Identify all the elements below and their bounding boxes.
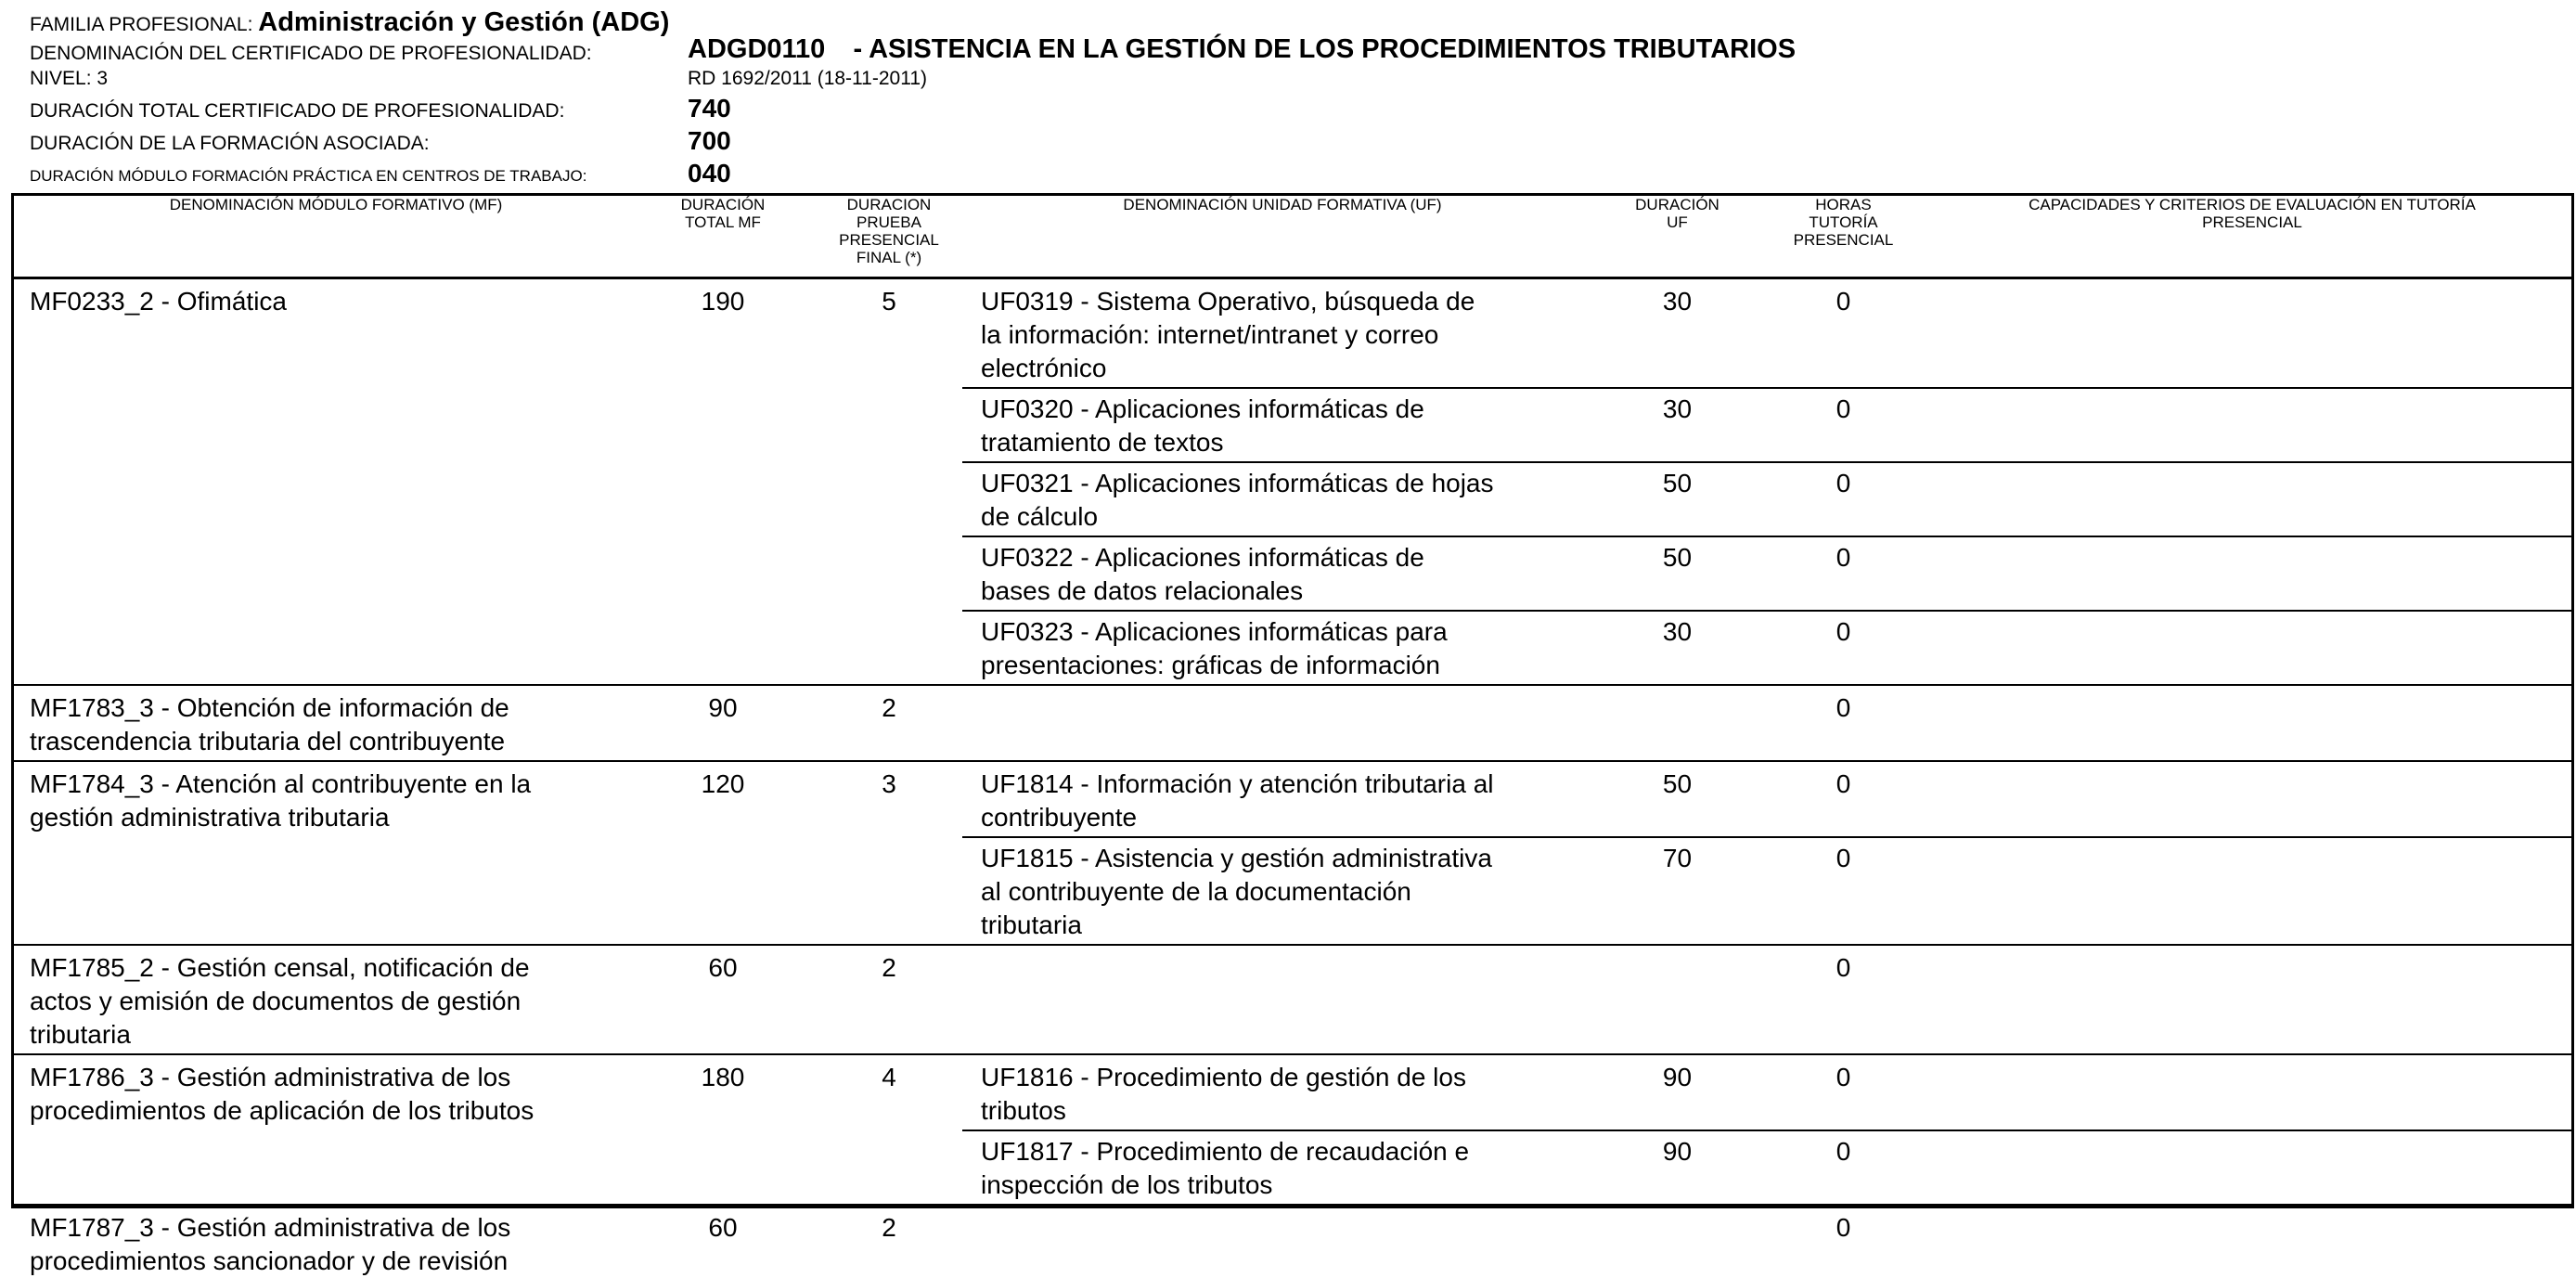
col-header-capacidades [1932,196,2572,231]
uf-duracion: 50 [1662,469,1693,497]
mf-name-line: MF1784_3 - Atención al contribuyente en la [30,769,532,798]
col-header-prueba-final-line: FINAL (*) [856,249,922,266]
mf-name-line: gestión administrativa tributaria [30,803,390,832]
horas-tutoria: 0 [1835,287,1851,316]
col-header-capacidades-line: PRESENCIAL [2202,213,2302,231]
horas-tutoria: 0 [1835,1063,1851,1091]
duracion-practica-label: DURACIÓN MÓDULO FORMACIÓN PRÁCTICA EN CENTROS DE TRABAJO: [30,167,587,185]
duracion-practica-value: 040 [688,159,731,187]
duracion-total-value: 740 [688,94,731,123]
uf-duracion: 50 [1662,543,1693,572]
uf-name [981,285,1584,385]
uf-duracion: 30 [1662,617,1693,646]
uf-name-line: UF1816 - Procedimiento de gestión de los [981,1063,1466,1091]
col-header-prueba-final [812,196,966,266]
uf-name [981,1135,1584,1202]
module-divider [11,1204,2574,1206]
mf-name-line: MF1785_2 - Gestión censal, notificación de [30,953,530,982]
mf-duracion-total: 180 [701,1063,745,1091]
col-header-horas-tutoria-line: PRESENCIAL [1793,231,1894,249]
mf-name [30,285,642,318]
mf-prueba-final: 2 [882,693,896,722]
uf-name-line: de cálculo [981,502,1099,531]
col-header-duracion-total-line: TOTAL MF [685,213,761,231]
mf-name-line: MF0233_2 - Ofimática [30,287,287,316]
denominacion-value [688,36,1796,63]
col-header-horas-tutoria-line: HORAS [1815,196,1872,213]
col-header-uf-line: DENOMINACIÓN UNIDAD FORMATIVA (UF) [1123,196,1442,213]
uf-name-line: UF1815 - Asistencia y gestión administrativa [981,844,1492,872]
mf-prueba-final: 4 [882,1063,896,1091]
horas-tutoria: 0 [1835,1137,1851,1166]
uf-name [981,615,1584,682]
col-header-horas-tutoria-line: TUTORÍA [1809,213,1878,231]
uf-name-line: UF0322 - Aplicaciones informáticas de [981,543,1424,572]
mf-duracion-total: 60 [708,1213,738,1242]
uf-name-line: la información: internet/intranet y correo [981,320,1439,349]
horas-tutoria: 0 [1835,617,1851,646]
unit-divider [962,836,2574,838]
modules-table [11,193,2574,1275]
uf-name-line: UF0319 - Sistema Operativo, búsqueda de [981,287,1475,316]
uf-duracion: 70 [1662,844,1693,872]
unit-divider [962,1130,2574,1131]
uf-name-line: electrónico [981,354,1107,382]
col-header-capacidades-line: CAPACIDADES Y CRITERIOS DE EVALUACIÓN EN TUTORÍA [2029,196,2476,213]
mf-name-line: MF1786_3 - Gestión administrativa de los [30,1063,511,1091]
col-header-mf [30,196,642,213]
col-header-duracion-uf [1610,196,1745,231]
unit-divider [962,610,2574,612]
uf-name-line: inspección de los tributos [981,1170,1273,1199]
horas-tutoria: 0 [1835,1213,1851,1242]
horas-tutoria: 0 [1835,394,1851,423]
mf-name-line: actos y emisión de documentos de gestión [30,987,522,1015]
mf-duracion-total: 60 [708,953,738,982]
mf-name-line: procedimientos sancionador y de revisión [30,1246,509,1275]
header-divider [11,277,2574,279]
module-divider [11,684,2574,686]
rd-text: RD 1692/2011 (18-11-2011) [688,68,927,89]
mf-name-line: procedimientos de aplicación de los tributos [30,1096,535,1125]
mf-prueba-final: 2 [882,1213,896,1242]
uf-duracion: 90 [1662,1063,1693,1091]
horas-tutoria: 0 [1835,693,1851,722]
mf-name-line: MF1787_3 - Gestión administrativa de los [30,1213,511,1242]
uf-name-line: tributos [981,1096,1066,1125]
duracion-formacion-value: 700 [688,126,731,155]
unit-divider [962,461,2574,463]
uf-name-line: UF1814 - Información y atención tributaria al [981,769,1494,798]
familia-value: Administración y Gestión (ADG) [258,7,670,37]
mf-name [30,951,642,1052]
uf-name-line: tributaria [981,910,1082,939]
uf-name-line: contribuyente [981,803,1138,832]
col-header-prueba-final-line: DURACION [846,196,932,213]
uf-name-line: tratamiento de textos [981,428,1224,457]
uf-name-line: presentaciones: gráficas de información [981,651,1440,679]
uf-name-line: UF0321 - Aplicaciones informáticas de hojas [981,469,1494,497]
horas-tutoria: 0 [1835,953,1851,982]
uf-name-line: al contribuyente de la documentación [981,877,1411,906]
uf-name [981,541,1584,608]
familia-label: FAMILIA PROFESIONAL: [30,14,253,35]
unit-divider [962,387,2574,389]
uf-name [981,1061,1584,1128]
mf-name-line: tributaria [30,1020,131,1049]
uf-name-line: UF1817 - Procedimiento de recaudación e [981,1137,1470,1166]
col-header-prueba-final-line: PRESENCIAL [839,231,939,249]
uf-name [981,393,1584,459]
col-header-horas-tutoria [1758,196,1929,249]
col-header-duracion-uf-line: DURACIÓN [1635,196,1719,213]
module-divider [11,760,2574,762]
familia-row [30,9,669,36]
uf-name [981,467,1584,534]
module-divider [11,944,2574,946]
duracion-total-label: DURACIÓN TOTAL CERTIFICADO DE PROFESIONALIDAD: [30,100,565,122]
mf-name [30,1211,642,1278]
col-header-duracion-uf-line: UF [1667,213,1688,231]
col-header-prueba-final-line: PRUEBA [857,213,921,231]
col-header-duracion-total-line: DURACIÓN [680,196,766,213]
mf-prueba-final: 5 [882,287,896,316]
uf-duracion: 30 [1662,394,1693,423]
mf-duracion-total: 90 [708,693,738,722]
uf-duracion: 90 [1662,1137,1693,1166]
horas-tutoria: 0 [1835,844,1851,872]
duracion-formacion-label: DURACIÓN DE LA FORMACIÓN ASOCIADA: [30,133,430,154]
mf-name-line: MF1783_3 - Obtención de información de [30,693,509,722]
horas-tutoria: 0 [1835,543,1851,572]
mf-duracion-total: 120 [701,769,745,798]
mf-name [30,691,642,758]
certificado-code: ADGD0110 [688,34,826,64]
mf-prueba-final: 3 [882,769,896,798]
uf-duracion: 30 [1662,287,1693,316]
uf-name-line: bases de datos relacionales [981,576,1304,605]
mf-name [30,1061,642,1128]
col-header-mf-line: DENOMINACIÓN MÓDULO FORMATIVO (MF) [169,196,503,213]
unit-divider [962,536,2574,537]
nivel-label: NIVEL: 3 [30,68,109,89]
mf-name [30,768,642,834]
uf-name [981,842,1584,942]
uf-name [981,768,1584,834]
denominacion-label: DENOMINACIÓN DEL CERTIFICADO DE PROFESIONALIDAD: [30,43,592,64]
col-header-uf [981,196,1584,213]
mf-duracion-total: 190 [701,287,745,316]
col-header-duracion-total [658,196,788,231]
horas-tutoria: 0 [1835,769,1851,798]
module-divider [11,1053,2574,1055]
uf-duracion: 50 [1662,769,1693,798]
uf-name-line: UF0323 - Aplicaciones informáticas para [981,617,1448,646]
mf-name-line: trascendencia tributaria del contribuyente [30,727,506,755]
certificado-name: - ASISTENCIA EN LA GESTIÓN DE LOS PROCEDIMIENTOS TRIBUTARIOS [853,34,1797,64]
uf-name-line: UF0320 - Aplicaciones informáticas de [981,394,1424,423]
mf-prueba-final: 2 [882,953,896,982]
horas-tutoria: 0 [1835,469,1851,497]
